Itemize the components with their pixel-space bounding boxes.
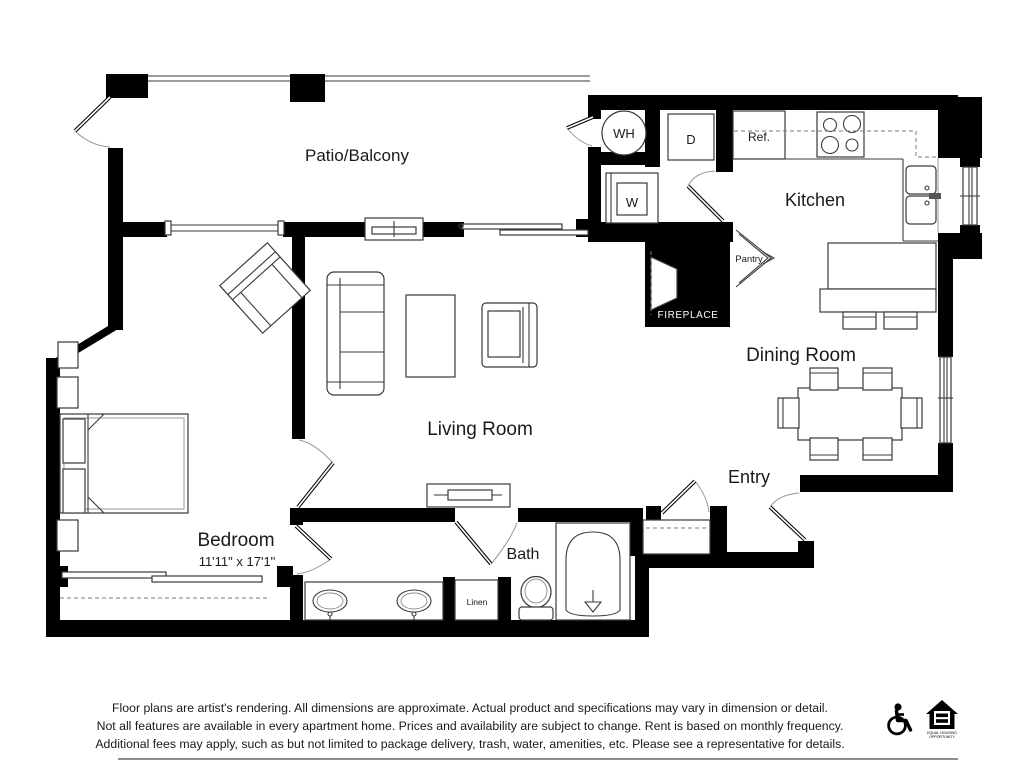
kitchen-island [820,243,936,329]
bedroom-patio-window [165,221,284,235]
wall-closet-left [630,508,643,556]
living-patio-window [365,218,423,240]
room-label-living: Living Room [427,419,533,440]
disclaimer-line-3: Additional fees may apply, such as but not limited to package delivery, trash, water, amenities, etc. Please see a representative for details. [95,737,845,751]
patio-sliding-door [459,224,588,235]
kitchen-sink [906,166,941,224]
dining-chair [863,368,892,390]
wall-right-mid [938,257,953,347]
entry-closet-shelf [643,520,710,554]
coffee-table [406,295,455,377]
wall-bottom [46,620,649,637]
wall-dining-bottom [800,475,952,492]
sofa [327,272,384,395]
laundry-closet-door [688,171,723,221]
dining-chair [810,438,838,460]
nightstand [57,377,78,408]
wall-closet-jamb-right [710,506,727,568]
wall-patio-bottom-2 [283,222,369,237]
wall-laundry-left-stub [588,95,601,119]
dining-window [938,345,953,455]
bedroom-bath-door [296,526,331,574]
room-label-bath: Bath [506,546,540,563]
wall-right-corner [938,455,953,492]
toilet [519,577,553,621]
kitchen-window [938,156,980,237]
label-washer: W [625,195,639,210]
label-dryer: D [686,132,696,147]
bedroom-closet-sliders [60,572,270,598]
wall-patio-post-left [106,74,148,98]
bedroom-door [298,440,333,507]
disclaimer-line-2: Not all features are available in every apartment home. Prices and availability are subject to change. Rent is based on monthly frequency. [96,719,844,733]
tv-console [427,484,510,507]
wall-bath-top-right [518,508,642,522]
dining-chair [863,438,892,460]
vanity [305,582,443,620]
label-water-heater: WH [613,126,635,141]
dining-chair [778,398,799,428]
dining-furniture [778,368,922,460]
dining-chair [901,398,922,428]
wall-kitchen-top [716,95,958,110]
patio-railing [148,76,590,81]
dining-chair [810,368,838,390]
water-heater-closet-door [567,117,593,146]
wall-patio-post-mid [290,74,325,102]
wall-linen-post-left [443,577,455,622]
nightstand [57,520,78,551]
wall-bedroom-living [292,237,305,439]
entry-closet-door [662,481,709,513]
wall-laundry-right [716,110,733,172]
living-furniture [220,243,537,507]
wall-entry-door-post [798,541,814,568]
disclaimer [95,701,844,751]
stove [817,112,864,157]
entry-door [770,493,805,540]
wall-linen-post-right [498,577,511,622]
wall-laundry-bottom [588,222,650,242]
room-label-kitchen: Kitchen [784,190,846,210]
wall-patio-bottom-3 [421,222,464,237]
room-label-dining: Dining Room [746,345,856,366]
label-linen: Linen [466,597,488,607]
equal-housing-text-1: EQUAL HOUSING [927,731,957,735]
wall-closet-jamb-left [646,506,661,521]
label-pantry: Pantry [735,254,763,265]
dining-table [798,388,902,440]
bar-stool [884,312,917,329]
equal-housing-opportunity-icon [926,700,958,739]
room-label-bedroom: Bedroom [197,530,275,551]
bottom-rule [118,758,958,760]
bed [60,414,188,513]
bedroom-furniture [57,342,188,551]
wall-left-upper [108,148,123,330]
equal-housing-text-2: OPPORTUNITY [929,735,955,739]
disclaimer-line-1: Floor plans are artist's rendering. All dimensions are approximate. Actual product and specifications may vary in dimension or detail. [112,701,828,715]
wall-bed-closet-post-right [277,566,293,587]
wall-patio-bottom-1 [123,222,167,237]
label-refrigerator: Ref. [747,130,771,144]
armchair [482,303,537,367]
wall-laundry-top [588,95,718,110]
wall-bath-top-left [292,508,455,522]
room-label-patio: Patio/Balcony [305,146,409,165]
wheelchair-accessible-icon [889,703,911,734]
label-fireplace: FIREPLACE [657,310,719,321]
room-label-entry: Entry [727,467,771,487]
dresser [58,342,78,368]
balcony-door [75,97,110,147]
bar-stool [843,312,876,329]
bedroom-dimensions: 11'11" x 17'1" [198,554,276,569]
bathtub [556,523,630,620]
